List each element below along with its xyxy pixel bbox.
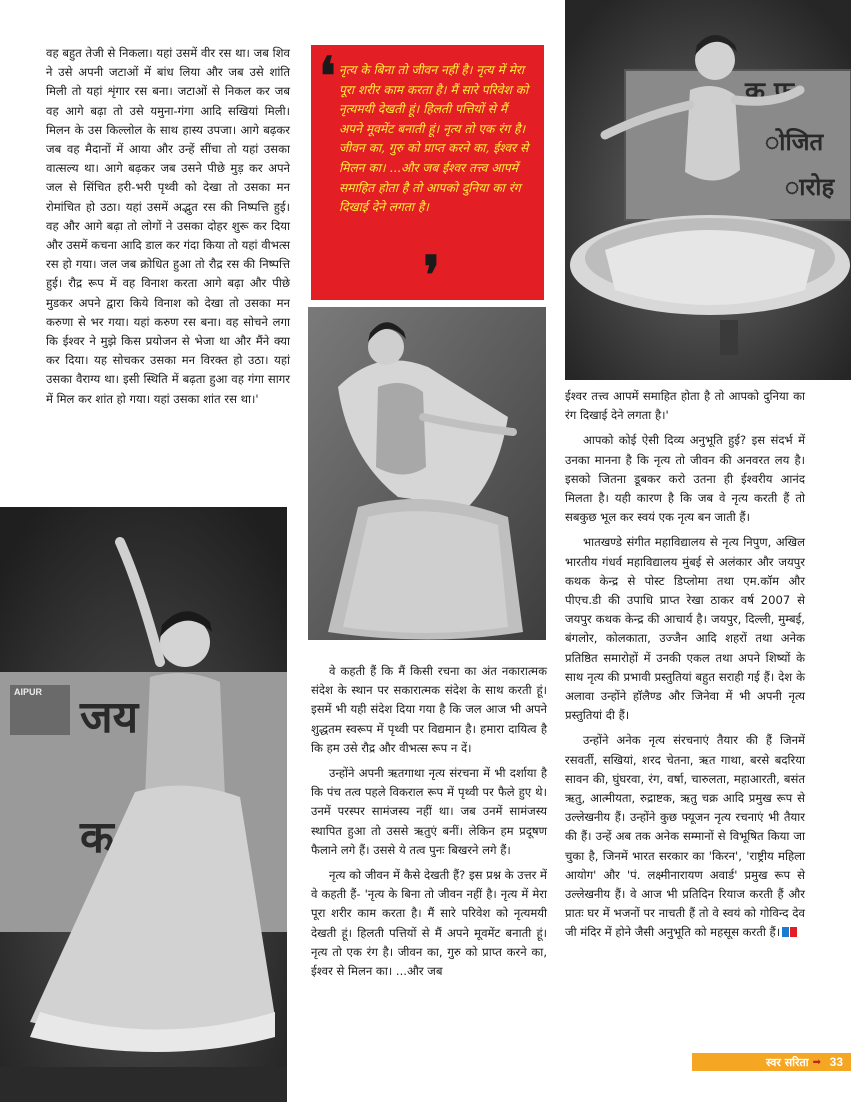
article-column-left (46, 44, 290, 409)
article-column-right (565, 387, 805, 943)
banner-text: क फ्र (745, 77, 795, 107)
dancer-veil-image (308, 307, 546, 640)
end-mark-icon (782, 927, 789, 937)
paragraph: ईश्वर तत्त्व आपमें समाहित होता है तो आपको दुनिया का रंग दिखाई देने लगता है।' (565, 389, 805, 423)
banner-logo-text: AIPUR (14, 687, 43, 697)
paragraph: भातखण्डे संगीत महाविद्यालय से नृत्य निपुण, अखिल भारतीय गंधर्व महाविद्यालय मुंबई से अलंकार और जयपुर कथक केन्द्र से पोस्ट डिप्लोमा तथा एम.कॉम और पीएच.डी की उपाधि प्राप्त रेखा ठाकर वर्ष 2007 से जयपुर कथक केन्द्र की आचार्य है। जयपुर, दिल्ली, मुम्बई, बंगलोर, कोलकाता, उज्जैन आदि शहरों तथा अनेक प्रतिष्ठित समारोहों में उनकी एकल तथा अपने शिष्यों के साथ नृत्य की प्रभावी प्रस्तुतियां बहुत सराही गई हैं। देश के अलावा उन्होंने हॉलैण्ड और जिनेवा में भी अपनी नृत्य प्रस्तुतियां दी हैं। (565, 535, 805, 723)
banner-text: जय (80, 692, 139, 743)
dancer-photo-veil (308, 307, 546, 640)
paragraph-text: उन्होंने अनेक नृत्य संरचनाएं तैयार की हैं जिनमें रसवर्ती, सखियां, शरद चेतना, ऋत गाथा, बरसे बदरिया सावन की, घुंघरवा, रंग, वर्षा, चारुलता, महाआरती, बसंत ऋतु, आत्मीयता, रुद्राष्टक, ऋतु चक्र आदि प्रमुख रूप से उल्लेखनीय हैं। उन्होंने कुछ फ्यूजन नृत्य रचनाएं भी तैयार की हैं। उन्हें अब तक अनेक सम्मानों से विभूषित किया जा चुका है, जिनमें भारत सरकार का 'किरन', 'राष्ट्रीय महिला आयोग' और 'पं. लक्ष्मीनारायण अवार्ड' प्रमुख रूप से उल्लेखनीय हैं। वे आज भी प्रतिदिन रियाज करती हैं और प्रातः घर में भजनों पर नाचती हैं तो वे स्वयं को गोविन्द देव जी मंदिर में होने जैसी अनुभूति को महसूस करती हैं। (565, 733, 805, 940)
arrow-right-icon: ➡ (812, 1056, 821, 1068)
end-mark-icon (790, 927, 797, 937)
dancer-arm-raised-image (0, 507, 287, 1102)
dancer-twirl-image (565, 0, 851, 380)
paragraph: वे कहती हैं कि मैं किसी रचना का अंत नकारात्मक संदेश के स्थान पर सकारात्मक संदेश के साथ करती हूं। इसमें भी यही संदेश दिया गया है कि जल आज भी अपने शुद्धतम स्वरूप में पृथ्वी पर विद्यमान है। हमारा दायित्व है कि हम उसे रौद्र और वीभत्स रूप न दें। (311, 664, 547, 755)
banner-text: क (80, 812, 114, 863)
paragraph: उन्होंने अपनी ऋतगाथा नृत्य संरचना में भी दर्शाया है कि पंच तत्व पहले विकराल रूप में पृथ्वी पर फैले हुए थे। उनमें परस्पर सामंजस्य नहीं था। जब उनमें सामंजस्य स्थापित हुआ तो उससे ऋतुएं बनीं। लेकिन हम प्रदूषण फैलाने लगे हैं। उससे ये तत्व पुनः बिखरने लगे हैं। (311, 766, 547, 857)
paragraph: वह बहुत तेजी से निकला। यहां उसमें वीर रस था। जब शिव ने उसे अपनी जटाओं में बांध लिया और जब उसे शांति मिली तो यहां शृंगार रस बना। जटाओं से निकल कर जब वह आगे बढ़ा तो उसे यमुना-गंगा आदि सखियां मिली। मिलन के उस किल्लोल के साथ हास्य उपजा। आगे बढ़कर जब वह मैदानों में आया और उन्हें सींचा तो यहां उसका वात्सल्य था। आगे बढ़कर जब उसने पीछे मुड़ कर अपने जल से सिंचित हरी-भरी पृथ्वी को देखा तो उसका मन रोमांचित हो उठा। यहां उसमें अद्भुत रस की निष्पत्ति हुई। वह और आगे बढ़ा तो लोगों ने उसका दोहर शुरू कर दिया और उसमें कचना आदि डाल कर गंदा किया तो यहां वीभत्स रस हो गया। जल जब क्रोधित हुआ तो रौद्र रस की निष्पत्ति हुई। रौद्र रूप में वह विनाश करता आगे बढ़ा और पीछे मुडकर अपने द्वारा किये विनाश को देखा तो उसका मन करुणा से भर गया। यहां करुण रस बना। वह सोचने लगा कि ईश्वर ने मुझे किस प्रयोजन से भेजा था और मैंने क्या कर दिया। यह सोचकर उसका मन विरक्त हो उठा। यहां उसका वैराग्य था। इसी स्थिति में बढ़ता हुआ वह गंगा सागर में मिल कर शांत हो गया। यहां उसका शांत रस था।' (46, 46, 290, 406)
quote-open-icon: ❛ (319, 46, 336, 107)
banner-text: ोजित (765, 128, 824, 156)
paragraph-last (565, 731, 805, 942)
paragraph: आपको कोई ऐसी दिव्य अनुभूति हुई? इस संदर्भ में उनका मानना है कि नृत्य तो जीवन की अनवरत लय है। इसको जितना डूबकर करो उतना ही ईश्वरीय आनंद मिलता है। यही कारण है कि जब वे नृत्य करती हैं तो सबकुछ भूल कर स्वयं एक नृत्य बन जाती हैं। (565, 433, 805, 525)
quote-close-icon: ❜ (423, 245, 440, 306)
dancer-photo-arm-raised (0, 507, 287, 1102)
article-column-middle (311, 662, 547, 981)
page-number: 33 (829, 1055, 843, 1069)
pull-quote-box (311, 45, 544, 306)
magazine-name: स्वर सरिता (765, 1055, 809, 1069)
page-footer-tag (692, 1053, 851, 1071)
pull-quote-text: नृत्य के बिना तो जीवन नहीं है। नृत्य में मेरा पूरा शरीर काम करता है। मैं सारे परिवेश को नृत्यमयी देखती हूं। हिलती पत्तियों से मैं अपने मूवमेंट बनाती हूं। नृत्य तो एक रंग है। जीवन का, गुरु को प्राप्त करने का, ईश्वर से मिलन का। ...और जब ईश्वर तत्त्व आपमें समाहित होता है तो आपको दुनिया का रंग दिखाई देने लगता है। (339, 63, 529, 215)
paragraph: नृत्य को जीवन में कैसे देखती हैं? इस प्रश्न के उत्तर में वे कहती हैं- 'नृत्य के बिना तो जीवन नहीं है। नृत्य में मेरा पूरा शरीर काम करता है। मैं सारे परिवेश को नृत्यमयी देखती हूं। हिलती पत्तियों से मैं अपने मूवमेंट बनाती हूं। नृत्य तो एक रंग है। जीवन का, गुरु को प्राप्त करने का, ईश्वर से मिलन का। ...और जब (311, 868, 547, 979)
dancer-photo-twirl (565, 0, 851, 380)
banner-text: ारोह (785, 173, 835, 201)
